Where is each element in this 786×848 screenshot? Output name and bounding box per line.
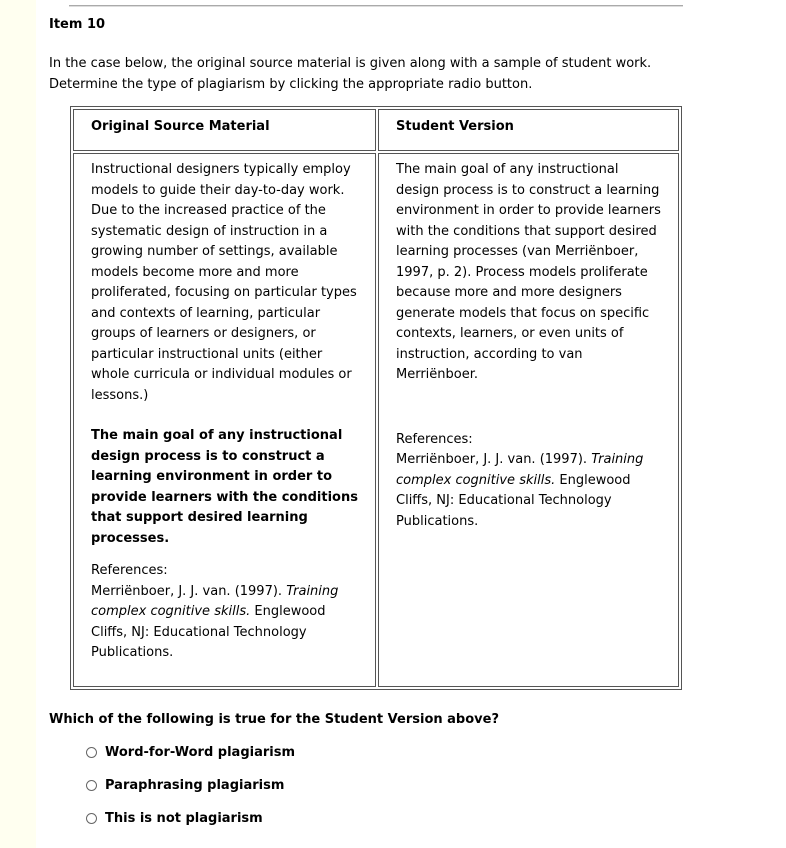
comparison-table xyxy=(70,106,682,690)
original-source-cell xyxy=(73,153,376,687)
header-student-version: Student Version xyxy=(378,109,679,151)
reference-entry xyxy=(396,450,664,532)
option-word-for-word[interactable] xyxy=(84,745,295,760)
page xyxy=(36,0,786,848)
student-references xyxy=(396,430,664,533)
references-label: References: xyxy=(396,431,473,447)
student-version-cell xyxy=(378,153,679,687)
references-label: References: xyxy=(91,563,168,578)
student-paragraph: The main goal of any instructional design process is to construct a learning environment in order to provide learners with the conditions that support desired learning processes (van Merriënboer, 1997, p. 2). Process models proliferate because more and more designers generate models that focus on specific contexts, learners, or even units of instruction, according to van Merriënboer. xyxy=(396,162,661,382)
radio-button[interactable] xyxy=(86,780,97,791)
original-bold-paragraph: The main goal of any instructional design process is to construct a learning environment in order to provide learners with the conditions that support desired learning processes. xyxy=(91,428,358,546)
option-label[interactable]: Paraphrasing plagiarism xyxy=(105,778,285,793)
radio-button[interactable] xyxy=(86,747,97,758)
instructions-text: In the case below, the original source material is given along with a sample of student work. Determine the type of plagiarism by clicking the appropriate radio button. xyxy=(49,56,652,92)
reference-author: Merriënboer, J. J. van. (1997). xyxy=(91,583,283,599)
radio-button[interactable] xyxy=(86,813,97,824)
option-paraphrasing[interactable] xyxy=(84,778,284,793)
option-label[interactable]: This is not plagiarism xyxy=(105,811,263,826)
reference-title: Training complex cognitive skills. xyxy=(396,452,644,488)
original-paragraph: Instructional designers typically employ models to guide their day-to-day work. Due to the increased practice of the systematic design of instruction in a growing number of settings, available models become more and more proliferated, focusing on particular types and contexts of learning, particular groups of learners or designers, or particular instructional units (either whole curricula or individual modules or lessons.) xyxy=(91,162,357,403)
horizontal-rule xyxy=(69,5,683,7)
reference-title: Training complex cognitive skills. xyxy=(91,583,339,619)
question-text: Which of the following is true for the Student Version above? xyxy=(49,712,499,727)
reference-publisher: Englewood Cliffs, NJ: Educational Technology Publications. xyxy=(396,472,631,529)
reference-author: Merriënboer, J. J. van. (1997). xyxy=(396,452,588,467)
item-title: Item 10 xyxy=(49,17,106,32)
option-not-plagiarism[interactable] xyxy=(84,811,263,826)
original-references xyxy=(91,561,361,664)
reference-publisher: Englewood Cliffs, NJ: Educational Technology Publications. xyxy=(91,604,326,660)
header-original-source: Original Source Material xyxy=(73,109,376,151)
option-label[interactable]: Word-for-Word plagiarism xyxy=(105,745,295,760)
reference-entry xyxy=(91,582,361,664)
